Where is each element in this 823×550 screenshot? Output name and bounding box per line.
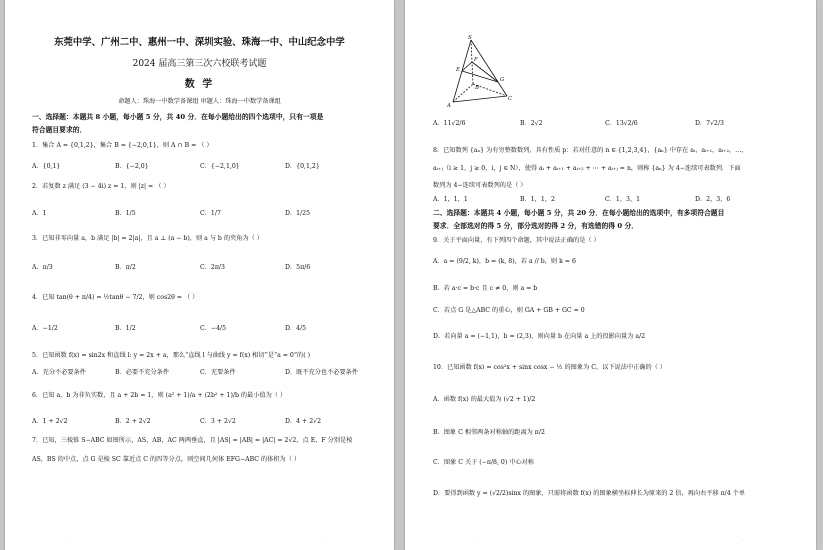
q6-option-c: C．3 + 2√2	[200, 418, 236, 425]
q10-option-a: A．函数 f(x) 的最大值为 (√2 + 1)/2	[433, 396, 536, 403]
q8-option-b: B．1，1，2	[520, 196, 555, 203]
q9-option-a: A．a = (9/2, k)，b = (k, 8)，若 a // b，则 k = 6	[433, 258, 576, 265]
page-corner-mark: ·	[743, 538, 745, 544]
q9-stem: 9．关于平面向量，有下列四个命题，其中说法正确的是（ ）	[433, 237, 600, 244]
title-subject: 数 学	[184, 79, 215, 90]
q5-option-a: A．充分不必要条件	[32, 369, 86, 376]
q6-option-d: D．4 + 2√2	[285, 418, 322, 425]
q3-option-b: B．π/2	[115, 264, 136, 271]
q10-option-d: D．要得到函数 y = (√2/2)sinx 的图象，只需将函数 f(x) 的图象横坐标伸长为原来的 2 倍，再向右平移 π/4 个单	[433, 490, 746, 497]
section-2-heading: 二、选择题：本题共 4 小题，每小题 5 分，共 20 分．在每小题给出的选项中，有多项符合题目	[433, 209, 725, 217]
section-1-heading: 一、选择题：本题共 8 小题，每小题 5 分，共 40 分．在每小题给出的四个选项中，只有一项是	[32, 113, 324, 121]
q9-option-d: D．若向量 a = (−1,1)，b = (2,3)，则向量 b 在向量 a 上的投影向量为 a/2	[433, 333, 646, 340]
q9-option-b: B．若 a·c = b·c 且 c ≠ 0，则 a = b	[433, 285, 538, 292]
q8-stem-line1: 8．已知数列 {aₙ} 为有穷整数数列，具有性质 p：若对任意的 n ∈ {1,2,3,4}，{aₙ} 中存在 aᵢ，aᵢ₊₁，aᵢ₊₂，…，	[433, 147, 748, 154]
label-a: A	[447, 103, 451, 108]
label-e: E	[456, 67, 461, 73]
q1-option-d: D．{0,1,2}	[285, 163, 320, 170]
document-page-left	[5, 0, 394, 550]
q7-stem-line2: AS，BS 的中点，点 G 是棱 SC 靠近点 C 的四等分点，则空间几何体 EFG−ABC 的体积为（ ）	[32, 456, 301, 463]
label-g: G	[500, 77, 505, 83]
q10-option-c: C．图象 C 关于 (−π/8, 0) 中心对称	[433, 459, 534, 466]
label-c: C	[508, 96, 513, 102]
q1-option-a: A．{0,1}	[32, 163, 61, 170]
q8-stem-line2: aᵢ₊ⱼ（i ≥ 1，j ≥ 0，i，j ∈ N），使得 aᵢ + aᵢ₊₁ + aᵢ₊₂ + ⋯ + aᵢ₊ⱼ = n，则称 {aₙ} 为 4−连续可表数列．下面	[433, 165, 741, 172]
q4-stem: 4．已知 tan(θ + π/4) = ½tanθ − 7/2，则 cos2θ = （ ）	[32, 294, 199, 301]
q1-option-c: C．{−2,1,0}	[200, 163, 240, 170]
q2-stem: 2．若复数 z 满足 (3 − 4i) z = 1，则 |z| = （ ）	[32, 183, 170, 190]
authors-line: 命题人：珠海一中数学备课组 审题人：珠海一中数学备课组	[118, 98, 281, 105]
q5-option-d: D．既不充分也不必要条件	[285, 369, 359, 376]
q2-option-b: B．1/5	[115, 210, 136, 217]
q8-option-d: D．2，3，6	[695, 196, 731, 203]
q3-option-d: D．5π/6	[285, 264, 311, 271]
page-corner-mark: ·	[69, 538, 71, 544]
q9-option-c: C．若点 G 是△ABC 的重心，则 GA + GB + GC = 0	[433, 307, 585, 314]
tetrahedron-figure	[445, 34, 515, 108]
q4-option-b: B．1/2	[115, 325, 136, 332]
q5-stem: 5．已知函数 f(x) = sin2x 和直线 l: y = 2x + a，那么“直线 l 与曲线 y = f(x) 相切”是“a = 0”的( )	[32, 352, 311, 359]
q8-stem-line3: 数列为 4−连续可表数列的是（ ）	[433, 182, 527, 189]
segment-fg	[472, 62, 498, 82]
q1-stem: 1．集合 A = {0,1,2}，集合 B = {−2,0,1}，则 A ∩ B = （ ）	[32, 142, 213, 149]
q1-option-b: B．{−2,0}	[115, 163, 149, 170]
q4-option-c: C．−4/5	[200, 325, 227, 332]
label-f: F	[474, 57, 478, 63]
q3-option-c: C．2π/3	[200, 264, 225, 271]
q2-option-c: C．1/7	[200, 210, 221, 217]
q7-stem-line1: 7．已知，三棱锥 S−ABC 如图所示，AS，AB，AC 两两垂直，且 |AS| = |AB| = |AC| = 2√2，点 E，F 分别是棱	[32, 437, 353, 444]
q6-stem: 6．已知 a，b 为非负实数，且 a + 2b = 1，则 (a² + 1)/a + (2b² + 1)/b 的最小值为（ ）	[32, 392, 287, 399]
section-1-heading-cont: 符合题目要求的．	[32, 126, 87, 134]
q6-option-b: B．2 + 2√2	[115, 418, 151, 425]
q7-option-b: B．2√2	[520, 120, 543, 127]
q5-option-b: B．必要不充分条件	[115, 369, 170, 376]
title-exam: 2024 届高三第三次六校联考试题	[132, 59, 267, 69]
q7-option-d: D．7√2/3	[695, 120, 724, 127]
title-schools: 东莞中学、广州二中、惠州一中、深圳实验、珠海一中、中山纪念中学	[54, 37, 345, 48]
q5-option-c: C．充要条件	[200, 369, 236, 376]
q8-option-c: C．1，3，1	[605, 196, 641, 203]
q10-stem: 10．已知函数 f(x) = cos²x + sinx cosx − ½ 的图象为 C，以下说法中正确的（ ）	[433, 364, 666, 371]
document-page-right	[405, 0, 816, 550]
q7-option-c: C．13√2/6	[605, 120, 638, 127]
page-corner-mark: ·	[325, 538, 327, 544]
segment-eg	[462, 71, 498, 82]
q10-option-b: B．图象 C 相邻两条对称轴的距离为 π/2	[433, 429, 545, 436]
label-b: B	[475, 85, 480, 91]
q3-option-a: A．π/3	[32, 264, 53, 271]
page-corner-mark: ·	[477, 538, 479, 544]
q6-option-a: A．1 + 2√2	[32, 418, 68, 425]
q4-option-a: A．−1/2	[32, 325, 58, 332]
q2-option-a: A．1	[32, 210, 47, 217]
q7-option-a: A．11√2/6	[433, 120, 466, 127]
q3-stem: 3．已知非零向量 a，b 满足 |b| = 2|a|，且 a ⊥ (a − b)，则 a 与 b 的夹角为（ ）	[32, 235, 263, 242]
section-2-heading-cont: 要求．全部选对的得 5 分，部分选对的得 2 分，有选错的得 0 分．	[433, 222, 639, 230]
q2-option-d: D．1/25	[285, 210, 311, 217]
label-s: S	[468, 35, 472, 41]
q4-option-d: D．4/5	[285, 325, 307, 332]
edge-ac	[453, 96, 507, 102]
q8-option-a: A．1，1，1	[433, 196, 468, 203]
